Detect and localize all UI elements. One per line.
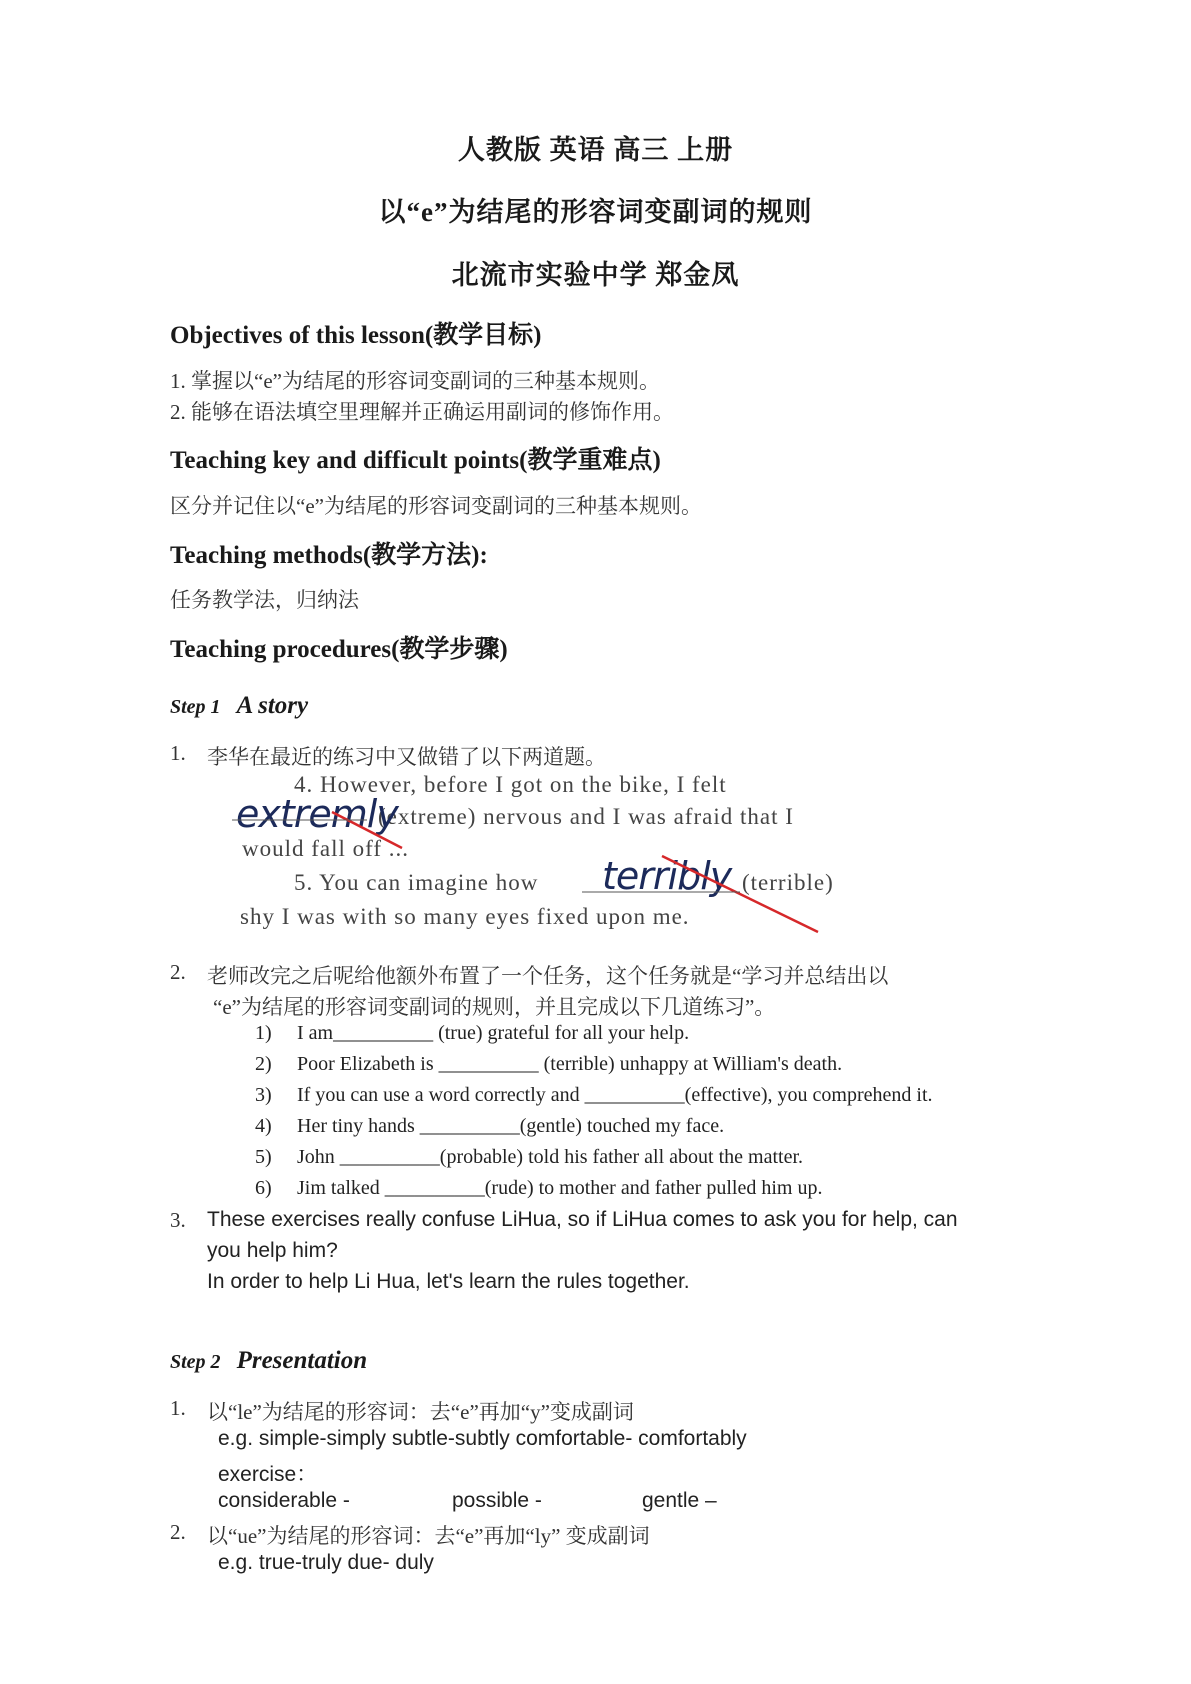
rule2-number: 2. [170,1520,186,1544]
scan-line-3: would fall off ... [242,836,410,861]
exercise-row [255,1177,822,1200]
correction-strike-1 [332,812,402,848]
step1-label: Step 1 [170,696,221,718]
key-points-text: 区分并记住以“e”为结尾的形容词变副词的三种基本规则。 [170,494,702,518]
exercise-text: Her tiny hands __________(gentle) touched my face. [297,1115,725,1137]
scan-line-2: (extreme) nervous and I was afraid that I [378,804,794,829]
objectives-heading: Objectives of this lesson(教学目标) [170,322,542,349]
step1-title: A story [236,692,309,719]
correction-strike-2 [662,856,818,932]
rule1-exercise-2: possible - [452,1489,542,1512]
exercise-text: John __________(probable) told his father all about the matter. [297,1146,803,1168]
step2-title: Presentation [236,1347,368,1374]
author-line: 北流市实验中学 郑金凤 [451,260,740,290]
rule1-examples: e.g. simple-simply subtle-subtly comfortable- comfortably [218,1427,747,1450]
step1-item2-line2: “e”为结尾的形容词变副词的规则，并且完成以下几道练习”。 [213,995,776,1019]
handwritten-answer-2: terribly [602,854,732,898]
step1-item3-line3: In order to help Li Hua, let's learn the rules together. [207,1270,690,1293]
methods-heading: Teaching methods(教学方法): [170,542,488,569]
step1-item2-line1: 老师改完之后呢给他额外布置了一个任务，这个任务就是“学习并总结出以 [207,964,889,988]
exercise-number: 6) [255,1177,272,1199]
key-points-heading: Teaching key and difficult points(教学重难点) [170,447,661,474]
scan-line-4: 5. You can imagine how [294,870,539,895]
rule1-exercise-3: gentle – [642,1489,717,1512]
exercise-row [255,1022,689,1045]
scan-line-4b: (terrible) [742,870,834,895]
red-correction-marks [232,762,852,940]
exercise-row [255,1115,724,1138]
step1-item1-number: 1. [170,741,186,765]
rule1-text: 以“le”为结尾的形容词：去“e”再加“y”变成副词 [207,1400,634,1424]
exercise-text: Poor Elizabeth is __________ (terrible) unhappy at William's death. [297,1053,843,1075]
step1-item3-line2: you help him? [207,1239,338,1262]
lesson-title: 以“e”为结尾的形容词变副词的规则 [378,197,813,227]
step2-label: Step 2 [170,1351,221,1373]
exercise-number: 1) [255,1022,272,1044]
exercise-row [255,1146,803,1169]
exercise-number: 3) [255,1084,272,1106]
exercise-number: 4) [255,1115,272,1137]
step1-item3-line1: These exercises really confuse LiHua, so if LiHua comes to ask you for help, can [207,1208,958,1231]
objective-2: 2. 能够在语法填空里理解并正确运用副词的修饰作用。 [170,400,674,424]
step2-heading [170,1347,367,1375]
step1-heading [170,692,308,720]
exercise-text: I am__________ (true) grateful for all your help. [297,1022,690,1044]
exercise-text: If you can use a word correctly and __________(effective), you comprehend it. [297,1084,933,1106]
exercise-row [255,1084,933,1107]
handwritten-answer-1: extremly [236,792,398,836]
rule1-exercise-label: exercise： [218,1463,318,1486]
rule1-exercise-1: considerable - [218,1489,350,1512]
methods-text: 任务教学法，归纳法 [170,588,359,612]
step1-item3-number: 3. [170,1208,186,1232]
scan-line-5: shy I was with so many eyes fixed upon me. [240,904,690,929]
doc-title: 人教版 英语 高三 上册 [457,135,734,165]
rule1-number: 1. [170,1396,186,1420]
scanned-exercise [232,762,852,940]
rule2-text: 以“ue”为结尾的形容词：去“e”再加“ly” 变成副词 [207,1524,650,1548]
exercise-text: Jim talked __________(rude) to mother and father pulled him up. [297,1177,823,1199]
step1-item1-text: 李华在最近的练习中又做错了以下两道题。 [207,745,606,769]
scan-line-1: 4. However, before I got on the bike, I felt [294,772,727,797]
objective-1: 1. 掌握以“e”为结尾的形容词变副词的三种基本规则。 [170,369,660,393]
exercise-number: 5) [255,1146,272,1168]
rule2-examples: e.g. true-truly due- duly [218,1551,434,1574]
exercise-number: 2) [255,1053,272,1075]
step1-item2-number: 2. [170,960,186,984]
procedures-heading: Teaching procedures(教学步骤) [170,636,508,663]
exercise-row [255,1053,842,1076]
